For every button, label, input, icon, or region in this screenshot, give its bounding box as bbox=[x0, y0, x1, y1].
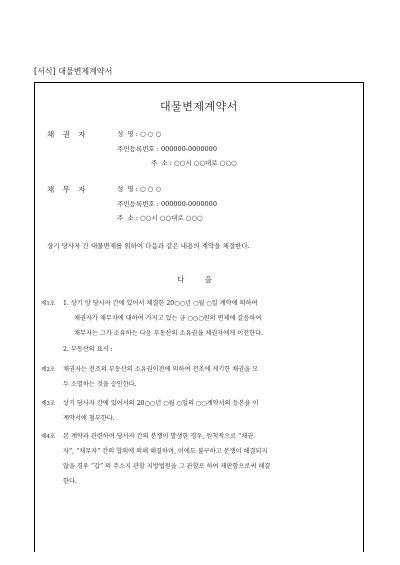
article-4-line: 본 계약과 관련하여 당사자 간의 분쟁이 발생한 경우, 원칙적으로 “채권 bbox=[63, 433, 254, 440]
creditor-id-number: 주민등록번호 : 000000-0000000 bbox=[117, 145, 217, 153]
article-2-number: 제2조 bbox=[41, 367, 56, 373]
document-title: 대물변제계약서 bbox=[160, 100, 238, 113]
debtor-name: 성 명 : ○ ○ ○ bbox=[117, 185, 162, 193]
creditor-name: 성 명 : ○ ○ ○ bbox=[117, 130, 162, 138]
article-4-line: 한다. bbox=[63, 478, 77, 485]
debtor-address: 주 소 : ○○시 ○○대로 ○○○ bbox=[117, 214, 203, 222]
article-1-line: 1. 상기 양 당사자 간에 있어서 체결한 20○○년 ○월 ○일 계약에 의하여 bbox=[63, 300, 258, 307]
article-3-number: 제3조 bbox=[41, 401, 56, 407]
article-3-line: 상기 당사자 간에 있어서의 20○○년 ○월 ○일의 ○○계약서의 등본을 이 bbox=[63, 400, 259, 407]
article-1-number: 제1조 bbox=[41, 301, 56, 307]
article-4-line: 않을 경우 “갑” 의 주소지 관할 지방법원을 그 관할로 하여 재판함으로써 해결 bbox=[63, 463, 271, 470]
creditor-address: 주 소 : ○○시 ○○대로 ○○○ bbox=[151, 159, 237, 167]
debtor-label: 채 무 자 bbox=[47, 185, 89, 194]
contract-frame bbox=[34, 82, 364, 552]
article-2-line: 두 소멸하는 것을 승인한다. bbox=[63, 381, 137, 388]
article-1-line: 2. 부동산의 표시 : bbox=[63, 346, 113, 353]
article-3-line: 계약서에 첨부한다. bbox=[63, 415, 115, 422]
debtor-id-number: 주민등록번호 : 000000-0000000 bbox=[117, 200, 217, 208]
article-4-number: 제4조 bbox=[41, 434, 56, 440]
article-2-line: 채권자는 전조의 부동산의 소유권이전에 의하여 전조에 게기한 채권을 모 bbox=[63, 366, 259, 373]
article-1-line: 채권자가 채무자에 대하여 가지고 있는 금 ○○○원의 변제에 갈음하여 bbox=[74, 315, 262, 322]
creditor-label: 채 권 자 bbox=[47, 130, 89, 139]
intro-statement: 상기 당사자 간 대물변제를 위하여 다음과 같은 내용의 계약을 체결한다. bbox=[47, 242, 250, 250]
form-label: [서식] 대물변제계약서 bbox=[34, 67, 113, 76]
article-4-line: 자”, “채무자” 간의 합의에 의해 해결하며, 이에도 불구하고 분쟁이 해결되지 bbox=[63, 448, 268, 455]
article-1-line: 채무자는 그가 소유하는 다음 부동산의 소유권을 채권자에게 이전한다. bbox=[74, 330, 264, 337]
terms-heading: 다 음 bbox=[177, 275, 221, 284]
